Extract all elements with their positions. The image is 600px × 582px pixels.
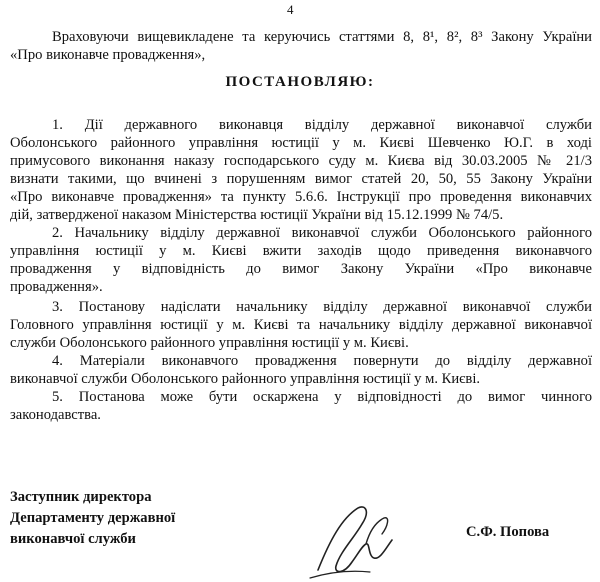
item-5-line-1: 5. Постанова може бути оскаржена у відповідності до вимог чинного xyxy=(52,389,592,405)
signatory-name: С.Ф. Попова xyxy=(466,524,550,540)
item-2-line-4: провадження». xyxy=(10,279,103,295)
item-2-line-1: 2. Начальнику відділу державної виконавчої служби Оболонського районного xyxy=(52,225,592,241)
item-1-line-2: Оболонського районного управління юстиції у м. Києві Шевченко Ю.Г. в ході xyxy=(10,135,592,151)
item-5-line-2: законодавства. xyxy=(10,407,101,423)
signatory-title-line-1: Заступник директора xyxy=(10,489,152,505)
intro-line-2: «Про виконавче провадження», xyxy=(10,47,206,63)
item-4-line-2: виконавчої служби Оболонського районного управління юстиції у м. Києві. xyxy=(10,371,481,387)
item-1-line-3: примусового виконання наказу господарського суду м. Києва від 30.03.2005 № 21/3 xyxy=(10,153,592,169)
item-1-line-4: визнати такими, що вчинені з порушенням вимог статей 20, 50, 55 Закону України xyxy=(10,171,592,187)
item-1-line-6: дій, затвердженої наказом Міністерства юстиції України від 15.12.1999 № 74/5. xyxy=(10,207,504,223)
item-4-line-1: 4. Матеріали виконавчого провадження повернути до відділу державної xyxy=(52,353,592,369)
item-1-line-1: 1. Дії державного виконавця відділу державної виконавчої служби xyxy=(52,117,592,133)
intro-line-1: Враховуючи вищевикладене та керуючись статтями 8, 8¹, 8², 8³ Закону України xyxy=(52,29,592,45)
item-2-line-2: управління юстиції у м. Києві вжити заходів щодо приведення виконавчого xyxy=(10,243,592,259)
item-3-line-3: служби Оболонського районного управління юстиції у м. Києві. xyxy=(10,335,409,351)
item-1-line-5: «Про виконавче провадження» та пункту 5.6.6. Інструкції про проведення виконавчих xyxy=(10,189,592,205)
item-3-line-2: Головного управління юстиції у м. Києві та начальнику відділу державної виконавчої xyxy=(10,317,592,333)
handwritten-signature xyxy=(300,500,410,582)
resolution-heading: ПОСТАНОВЛЯЮ: xyxy=(225,74,375,90)
item-3-line-1: 3. Постанову надіслати начальнику відділу державної виконавчої служби xyxy=(52,299,592,315)
signatory-title-line-3: виконавчої служби xyxy=(10,531,136,547)
page-number: 4 xyxy=(287,2,294,17)
signatory-title-line-2: Департаменту державної xyxy=(10,510,176,526)
item-2-line-3: провадження у відповідність до вимог Закону України «Про виконавче xyxy=(10,261,592,277)
